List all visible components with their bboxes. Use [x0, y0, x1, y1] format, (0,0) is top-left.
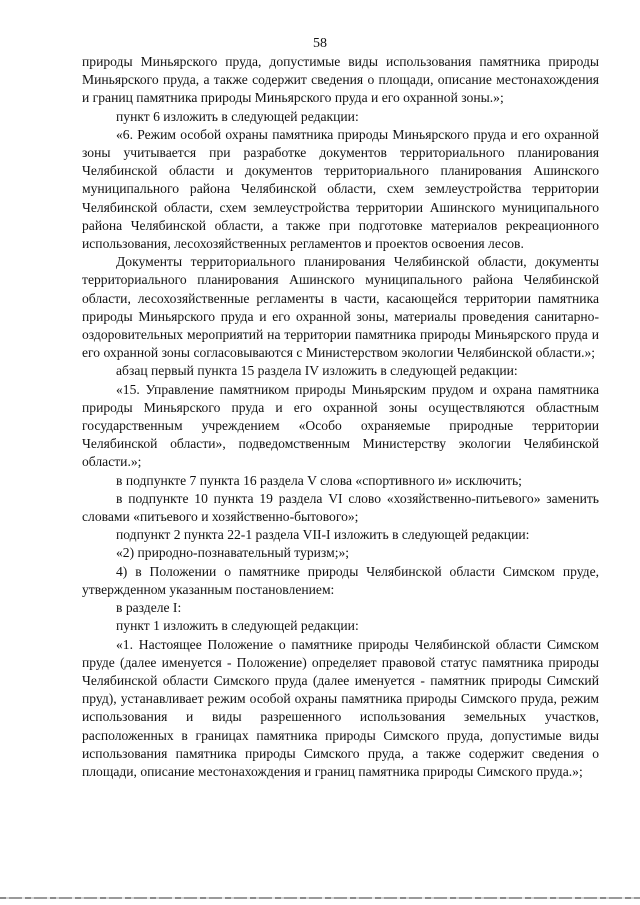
paragraph: «1. Настоящее Положение о памятнике природы Челябинской области Симском пруде (далее именуется - Положение) определяет правовой статус памятника природы Челябинской области Симского пруда (далее именуется - памятник природы Симский пруд), устанавливает режим особой охраны памятника природы Симского пруда, режим использования и виды разрешенного использования земельных участков, расположенных в границах памятника природы Симского пруда, допустимые виды использования памятника природы Симского пруда, а также содержит сведения о площади, описание местонахождения и границ памятника природы Симского пруда.»;: [82, 636, 599, 779]
paragraph: в разделе I:: [116, 600, 182, 616]
paragraph: «6. Режим особой охраны памятника природы Миньярского пруда и его охранной зоны учитывается при разработке документов территориального планирования Челябинской области и документов территориального планирования Ашинского муниципального района Челябинской области, схем землеустройства территории Челябинской области, схем землеустройства территории Ашинского муниципального района Челябинской области, а также при подготовке материалов рекреационного использования, лесохозяйственных регламентов и проектов освоения лесов.: [82, 126, 599, 252]
paragraph: «2) природно-познавательный туризм;»;: [116, 545, 350, 561]
scan-edge-line: [0, 897, 640, 899]
page-number: 58: [313, 36, 327, 51]
paragraph: подпункт 2 пункта 22-1 раздела VII-I изложить в следующей редакции:: [116, 527, 530, 543]
paragraph: в подпункте 7 пункта 16 раздела V слова «спортивного и» исключить;: [116, 472, 522, 488]
paragraph: 4) в Положении о памятнике природы Челябинской области Симском пруде, утвержденном указанным постановлением:: [82, 563, 599, 597]
paragraph: «15. Управление памятником природы Миньярским прудом и охрана памятника природы Миньярского пруда и его охранной зоны осуществляются областным государственным учреждением «Особо охраняемые природные территории Челябинской области», подведомственным Министерству экологии Челябинской области.»;: [82, 381, 599, 470]
document-body: [82, 53, 599, 781]
paragraph: природы Миньярского пруда, допустимые виды использования памятника природы Миньярского пруда, а также содержит сведения о площади, описание местонахождения и границ памятника природы Миньярского пруда и его охранной зоны.»;: [82, 54, 599, 106]
paragraph: абзац первый пункта 15 раздела IV изложить в следующей редакции:: [116, 363, 518, 379]
paragraph: пункт 1 изложить в следующей редакции:: [116, 618, 359, 634]
paragraph: пункт 6 изложить в следующей редакции:: [116, 108, 359, 124]
paragraph: в подпункте 10 пункта 19 раздела VI слово «хозяйственно-питьевого» заменить словами «питьевого и хозяйственно-бытового»;: [82, 490, 599, 525]
paragraph: Документы территориального планирования Челябинской области, документы территориального планирования Ашинского муниципального района Челябинской области, лесохозяйственные регламенты в части, касающейся территории памятника природы Миньярского пруда и его охранной зоны, материалы проведения санитарно-оздоровительных мероприятий на территории памятника природы Миньярского пруда и его охранной зоны согласовываются с Министерством экологии Челябинской области.»;: [82, 254, 599, 361]
